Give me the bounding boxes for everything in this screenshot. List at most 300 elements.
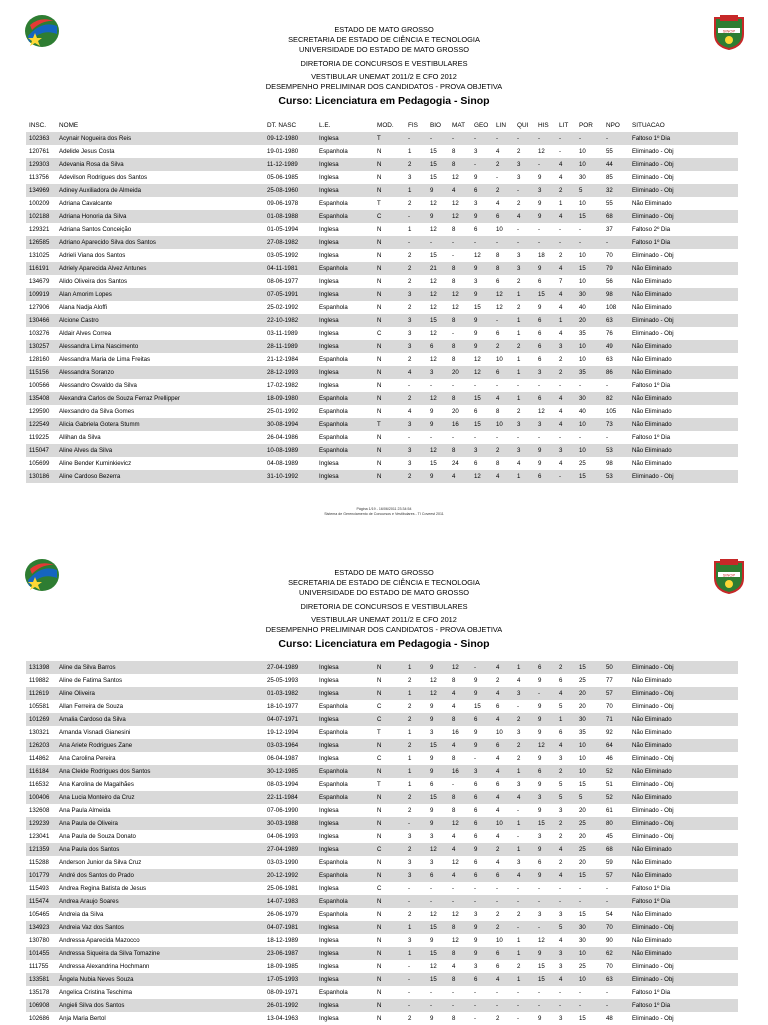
- table-cell: 2: [408, 703, 412, 710]
- table-cell: 5: [556, 921, 576, 934]
- table-cell: N: [377, 807, 382, 814]
- table-cell: -: [405, 132, 427, 145]
- table-cell: 9: [535, 713, 556, 726]
- table-cell: Não Eliminado: [629, 947, 738, 960]
- table-cell: Espanhola: [319, 408, 348, 415]
- table-cell: 9: [471, 288, 493, 301]
- table-cell: 19-01-1980: [267, 148, 299, 155]
- table-cell: 2: [517, 408, 521, 415]
- table-cell: 1: [514, 973, 535, 986]
- table-cell: 103276: [29, 330, 50, 337]
- table-cell: Amanda Visnadi Gianesini: [59, 729, 131, 736]
- table-cell: 4: [493, 973, 514, 986]
- table-cell: 08-03-1994: [267, 781, 299, 788]
- table-cell: 15: [474, 304, 481, 311]
- table-cell: 25: [576, 843, 603, 856]
- table-cell: 4: [408, 408, 412, 415]
- table-cell: 20: [579, 859, 586, 866]
- table-cell: 53: [603, 444, 629, 457]
- table-cell: 3: [517, 174, 521, 181]
- table-cell: Faltoso 1º Dia: [632, 989, 671, 996]
- table-cell: 8: [496, 252, 500, 259]
- table-cell: 15: [430, 460, 437, 467]
- table-cell: 26-01-1992: [264, 999, 316, 1012]
- table-cell: Não Eliminado: [632, 911, 672, 918]
- table-cell: 64: [603, 739, 629, 752]
- table-cell: Inglesa: [316, 843, 374, 856]
- table-cell: 6: [430, 781, 434, 788]
- table-cell: 2: [517, 278, 521, 285]
- table-cell: 3: [474, 278, 478, 285]
- table-cell: 8: [449, 262, 471, 275]
- table-cell: 2: [517, 963, 521, 970]
- table-cell: Ana Karolina de Magalhães: [59, 781, 134, 788]
- table-cell: Faltoso 1º Dia: [629, 236, 738, 249]
- table-cell: 26-06-1979: [267, 911, 299, 918]
- table-cell: Ana Cleide Rodrigues dos Santos: [56, 765, 264, 778]
- table-cell: 9: [538, 1015, 542, 1022]
- table-cell: 3: [556, 444, 576, 457]
- table-cell: -: [496, 434, 499, 441]
- table-cell: N: [374, 921, 405, 934]
- table-cell: N: [377, 226, 382, 233]
- table-cell: Não Eliminado: [629, 843, 738, 856]
- table-cell: -: [452, 252, 455, 259]
- table-cell: 8: [449, 791, 471, 804]
- table-cell: -: [538, 885, 541, 892]
- table-cell: 15: [427, 973, 449, 986]
- table-cell: 12: [430, 200, 437, 207]
- table-row: [26, 830, 738, 843]
- table-cell: -: [405, 817, 427, 830]
- table-cell: 2: [496, 677, 500, 684]
- table-cell: C: [377, 885, 382, 892]
- table-cell: Inglesa: [319, 382, 339, 389]
- table-cell: -: [576, 999, 603, 1012]
- table-cell: 11-12-1989: [264, 158, 316, 171]
- table-cell: 30: [576, 392, 603, 405]
- table-cell: Não Eliminado: [629, 288, 738, 301]
- table-cell: -: [474, 989, 477, 996]
- table-cell: Adelide Jesus Costa: [59, 148, 115, 155]
- table-row: [26, 661, 738, 674]
- table-cell: 21-12-1984: [267, 356, 299, 363]
- report-header: [0, 568, 768, 651]
- table-cell: -: [514, 999, 535, 1012]
- table-cell: 12: [430, 304, 437, 311]
- table-cell: Ana Paula de Oliveira: [56, 817, 264, 830]
- table-cell: 4: [556, 869, 576, 882]
- table-row: [26, 960, 738, 973]
- table-cell: 2: [405, 158, 427, 171]
- table-cell: 1: [408, 148, 412, 155]
- table-cell: N: [374, 999, 405, 1012]
- table-cell: 111755: [29, 963, 49, 970]
- table-cell: 3: [471, 444, 493, 457]
- table-cell: 20: [576, 314, 603, 327]
- table-cell: -: [517, 434, 520, 441]
- table-cell: 2: [405, 713, 427, 726]
- table-cell: 5: [576, 791, 603, 804]
- table-cell: 12: [538, 408, 545, 415]
- table-cell: 9: [538, 304, 542, 311]
- table-cell: 63: [603, 314, 629, 327]
- table-cell: 12: [471, 366, 493, 379]
- table-cell: 6: [496, 963, 500, 970]
- table-cell: 9: [427, 661, 449, 674]
- table-cell: 3: [474, 911, 478, 918]
- table-cell: 6: [535, 314, 556, 327]
- table-cell: 3: [430, 859, 434, 866]
- table-cell: 22-11-1984: [264, 791, 316, 804]
- table-cell: 27-04-1989: [264, 661, 316, 674]
- table-cell: 9: [538, 781, 542, 788]
- table-cell: Andrea Regina Batista de Jesus: [59, 885, 147, 892]
- header-state: ESTADO DE MATO GROSSO: [334, 25, 434, 34]
- table-cell: Não Eliminado: [629, 340, 738, 353]
- table-cell: 9: [471, 739, 493, 752]
- table-row: [26, 921, 738, 934]
- table-cell: N: [374, 184, 405, 197]
- table-row: [26, 288, 738, 301]
- table-cell: 57: [603, 869, 629, 882]
- table-row: [26, 843, 738, 856]
- table-cell: 1: [556, 314, 576, 327]
- table-row: [26, 765, 738, 778]
- table-cell: 55: [606, 200, 613, 207]
- table-cell: 2: [408, 677, 412, 684]
- table-cell: Eliminado - Obj: [632, 807, 674, 814]
- table-cell: 27-04-1989: [264, 843, 316, 856]
- table-cell: 8: [493, 262, 514, 275]
- table-cell: 86: [603, 366, 629, 379]
- table-cell: C: [377, 330, 382, 337]
- table-cell: N: [377, 278, 382, 285]
- table-cell: 2: [405, 843, 427, 856]
- table-cell: T: [374, 132, 405, 145]
- table-cell: -: [535, 921, 556, 934]
- table-cell: -: [517, 807, 520, 814]
- table-cell: N: [377, 460, 382, 467]
- table-cell: 4: [493, 765, 514, 778]
- table-cell: 6: [538, 356, 542, 363]
- table-row: [26, 739, 738, 752]
- column-header: LIN: [496, 121, 506, 129]
- table-cell: 2: [556, 765, 576, 778]
- table-cell: N: [377, 434, 382, 441]
- table-cell: -: [517, 989, 520, 996]
- table-cell: 35: [579, 729, 586, 736]
- table-cell: 12: [493, 288, 514, 301]
- table-cell: -: [603, 999, 629, 1012]
- table-cell: 134969: [26, 184, 56, 197]
- header-exam: VESTIBULAR UNEMAT 2011/2 E CFO 2012: [311, 614, 457, 624]
- table-cell: N: [374, 392, 405, 405]
- table-cell: 102363: [26, 132, 56, 145]
- table-cell: 15: [427, 921, 449, 934]
- table-cell: 12: [474, 252, 481, 259]
- table-row: [26, 856, 738, 869]
- table-cell: 4: [496, 807, 500, 814]
- table-row: [26, 275, 738, 288]
- table-cell: 10: [576, 340, 603, 353]
- table-cell: 09-12-1980: [264, 132, 316, 145]
- table-cell: -: [514, 921, 535, 934]
- table-cell: 4: [517, 460, 521, 467]
- table-cell: N: [374, 947, 405, 960]
- table-cell: 6: [471, 973, 493, 986]
- table-row: [26, 171, 738, 184]
- table-cell: 2: [493, 444, 514, 457]
- table-cell: N: [374, 687, 405, 700]
- table-cell: 50: [603, 661, 629, 674]
- table-cell: Inglesa: [319, 278, 339, 285]
- table-cell: 2: [493, 340, 514, 353]
- table-cell: 25-06-1981: [267, 885, 299, 892]
- table-cell: 8: [496, 408, 500, 415]
- table-cell: 4: [556, 158, 576, 171]
- table-cell: 1: [405, 661, 427, 674]
- table-cell: 1: [405, 687, 427, 700]
- table-cell: 4: [449, 739, 471, 752]
- table-cell: -: [493, 895, 514, 908]
- footer-page-info: Página 1/19 - 16/06/2011 23:34:54: [356, 507, 412, 511]
- table-row: [26, 301, 738, 314]
- table-cell: 6: [474, 833, 478, 840]
- table-cell: 9: [538, 677, 542, 684]
- header-report-title: DESEMPENHO PRELIMINAR DOS CANDIDATOS - PROVA OBJETIVA: [265, 625, 503, 635]
- table-cell: Andressa Aparecida Mazocco: [59, 937, 140, 944]
- table-cell: 2: [405, 470, 427, 483]
- table-cell: 8: [449, 713, 471, 726]
- table-cell: -: [427, 895, 449, 908]
- table-cell: 129239: [26, 817, 56, 830]
- table-cell: 21: [427, 262, 449, 275]
- table-cell: N: [374, 340, 405, 353]
- table-cell: 68: [603, 210, 629, 223]
- table-cell: 12: [471, 470, 493, 483]
- table-cell: Inglesa: [319, 460, 339, 467]
- table-cell: -: [427, 132, 449, 145]
- table-cell: Inglesa: [319, 885, 339, 892]
- column-header: DT. NASC: [267, 121, 297, 129]
- table-cell: 3: [559, 1015, 563, 1022]
- table-cell: T: [374, 418, 405, 431]
- table-cell: -: [535, 895, 556, 908]
- table-cell: 9: [430, 755, 434, 762]
- table-cell: 3: [517, 729, 521, 736]
- table-cell: 15: [427, 791, 449, 804]
- table-cell: 20: [576, 687, 603, 700]
- table-cell: 9: [535, 262, 556, 275]
- table-cell: 03-11-1989: [267, 330, 298, 337]
- table-cell: 3: [559, 963, 563, 970]
- table-cell: 4: [556, 392, 576, 405]
- table-cell: 2: [496, 1015, 500, 1022]
- table-cell: 105465: [29, 911, 50, 918]
- table-cell: N: [374, 895, 405, 908]
- table-row: [26, 223, 738, 236]
- table-cell: 15: [535, 817, 556, 830]
- table-cell: 9: [538, 200, 542, 207]
- table-cell: N: [377, 252, 382, 259]
- table-cell: 06-04-1987: [267, 755, 299, 762]
- table-cell: 71: [603, 713, 629, 726]
- table-cell: 3: [408, 833, 412, 840]
- table-cell: 9: [474, 729, 478, 736]
- table-cell: Inglesa: [319, 226, 339, 233]
- table-cell: -: [535, 236, 556, 249]
- table-cell: 28-11-1989: [264, 340, 316, 353]
- table-cell: -: [535, 999, 556, 1012]
- table-cell: 3: [474, 200, 478, 207]
- document-page-2: [0, 540, 768, 1024]
- table-cell: 1: [514, 661, 535, 674]
- table-cell: 10: [493, 418, 514, 431]
- table-cell: -: [559, 885, 562, 892]
- table-cell: 122549: [26, 418, 56, 431]
- table-cell: 70: [606, 252, 613, 259]
- table-cell: 116532: [29, 781, 49, 788]
- table-cell: 1: [514, 366, 535, 379]
- table-cell: 131025: [29, 252, 50, 259]
- table-cell: 04-08-1989: [267, 460, 299, 467]
- table-cell: 9: [471, 340, 493, 353]
- table-cell: Eliminado - Obj: [632, 252, 674, 259]
- table-cell: 6: [471, 869, 493, 882]
- table-cell: 77: [606, 677, 613, 684]
- table-cell: T: [377, 200, 381, 207]
- table-cell: 12: [452, 859, 459, 866]
- table-cell: 30: [579, 937, 586, 944]
- table-cell: 2: [405, 262, 427, 275]
- table-cell: 2: [496, 911, 500, 918]
- table-cell: -: [405, 236, 427, 249]
- table-cell: Inglesa: [316, 713, 374, 726]
- table-cell: N: [374, 765, 405, 778]
- svg-text:SINOP: SINOP: [722, 28, 736, 34]
- table-cell: 135178: [29, 989, 50, 996]
- table-cell: 1: [517, 937, 521, 944]
- table-cell: Não Eliminado: [629, 713, 738, 726]
- table-cell: 22-10-1982: [264, 314, 316, 327]
- header-report-title: DESEMPENHO PRELIMINAR DOS CANDIDATOS - PROVA OBJETIVA: [265, 82, 503, 92]
- table-cell: -: [496, 382, 499, 389]
- table-cell: 30: [579, 174, 586, 181]
- table-cell: 30-08-1994: [264, 418, 316, 431]
- table-cell: Faltoso 1º Dia: [629, 895, 738, 908]
- table-cell: -: [452, 434, 455, 441]
- table-cell: 37: [606, 226, 613, 233]
- table-cell: Inglesa: [316, 687, 374, 700]
- table-cell: Amalia Cardoso da Silva: [56, 713, 264, 726]
- table-cell: 25: [579, 677, 586, 684]
- table-cell: 2: [559, 859, 563, 866]
- table-cell: 8: [452, 755, 456, 762]
- table-cell: Espanhola: [319, 703, 348, 710]
- table-cell: -: [576, 132, 603, 145]
- table-cell: 2: [514, 713, 535, 726]
- table-cell: Inglesa: [319, 963, 339, 970]
- table-cell: 131398: [26, 661, 56, 674]
- table-cell: 40: [579, 408, 586, 415]
- table-cell: 105699: [29, 460, 50, 467]
- table-cell: Eliminado - Obj: [632, 755, 674, 762]
- table-cell: 6: [535, 340, 556, 353]
- table-cell: 4: [449, 184, 471, 197]
- table-cell: 4: [517, 677, 521, 684]
- table-cell: Anja Maria Bertol: [59, 1015, 106, 1022]
- table-cell: 12: [452, 304, 459, 311]
- column-header: POR: [579, 121, 593, 129]
- table-header-row: [26, 118, 738, 132]
- column-header: HIS: [538, 121, 549, 129]
- table-cell: 6: [538, 330, 542, 337]
- table-cell: 2: [517, 200, 521, 207]
- table-cell: -: [452, 781, 455, 788]
- table-cell: 8: [449, 947, 471, 960]
- table-cell: Espanhola: [319, 859, 348, 866]
- table-cell: 10: [576, 947, 603, 960]
- table-cell: 9: [430, 1015, 434, 1022]
- table-row: [26, 817, 738, 830]
- table-cell: 2: [556, 366, 576, 379]
- table-cell: 3: [405, 314, 427, 327]
- table-cell: 3: [559, 807, 563, 814]
- table-row: [26, 353, 738, 366]
- table-cell: 4: [493, 713, 514, 726]
- table-cell: Não Eliminado: [632, 460, 672, 467]
- table-cell: 10: [496, 226, 503, 233]
- table-cell: 12: [430, 278, 437, 285]
- table-cell: 4: [556, 288, 576, 301]
- table-cell: 115493: [29, 885, 49, 892]
- table-cell: 12: [452, 174, 459, 181]
- table-cell: 3: [430, 729, 434, 736]
- table-cell: Alicia Gabriela Gotera Stumm: [56, 418, 264, 431]
- table-cell: 116191: [26, 262, 56, 275]
- table-cell: Adriana Cavalcante: [59, 200, 113, 207]
- table-cell: Não Eliminado: [632, 304, 672, 311]
- table-cell: 9: [427, 418, 449, 431]
- table-cell: 12: [430, 911, 437, 918]
- table-cell: 16: [449, 418, 471, 431]
- table-cell: 12: [452, 937, 459, 944]
- table-cell: 70: [603, 921, 629, 934]
- table-cell: Eliminado - Obj: [632, 833, 674, 840]
- table-row: [26, 947, 738, 960]
- table-cell: N: [377, 963, 382, 970]
- table-cell: Espanhola: [316, 869, 374, 882]
- table-cell: 10-08-1989: [264, 444, 316, 457]
- table-cell: 4: [556, 210, 576, 223]
- table-cell: 3: [405, 418, 427, 431]
- table-cell: 8: [449, 444, 471, 457]
- table-cell: 115047: [26, 444, 56, 457]
- table-cell: 55: [606, 148, 613, 155]
- table-cell: Não Eliminado: [632, 200, 672, 207]
- table-cell: Aline Cardoso Bezerra: [56, 470, 264, 483]
- table-cell: -: [493, 132, 514, 145]
- header-secretariat: SECRETARIA DE ESTADO DE CIÊNCIA E TECNOLOGIA: [288, 35, 480, 45]
- table-row: [26, 327, 738, 340]
- table-cell: 61: [606, 807, 613, 814]
- table-cell: 3: [471, 765, 493, 778]
- table-cell: 3: [514, 418, 535, 431]
- table-cell: -: [517, 703, 520, 710]
- table-cell: 9: [427, 713, 449, 726]
- table-cell: 16: [449, 765, 471, 778]
